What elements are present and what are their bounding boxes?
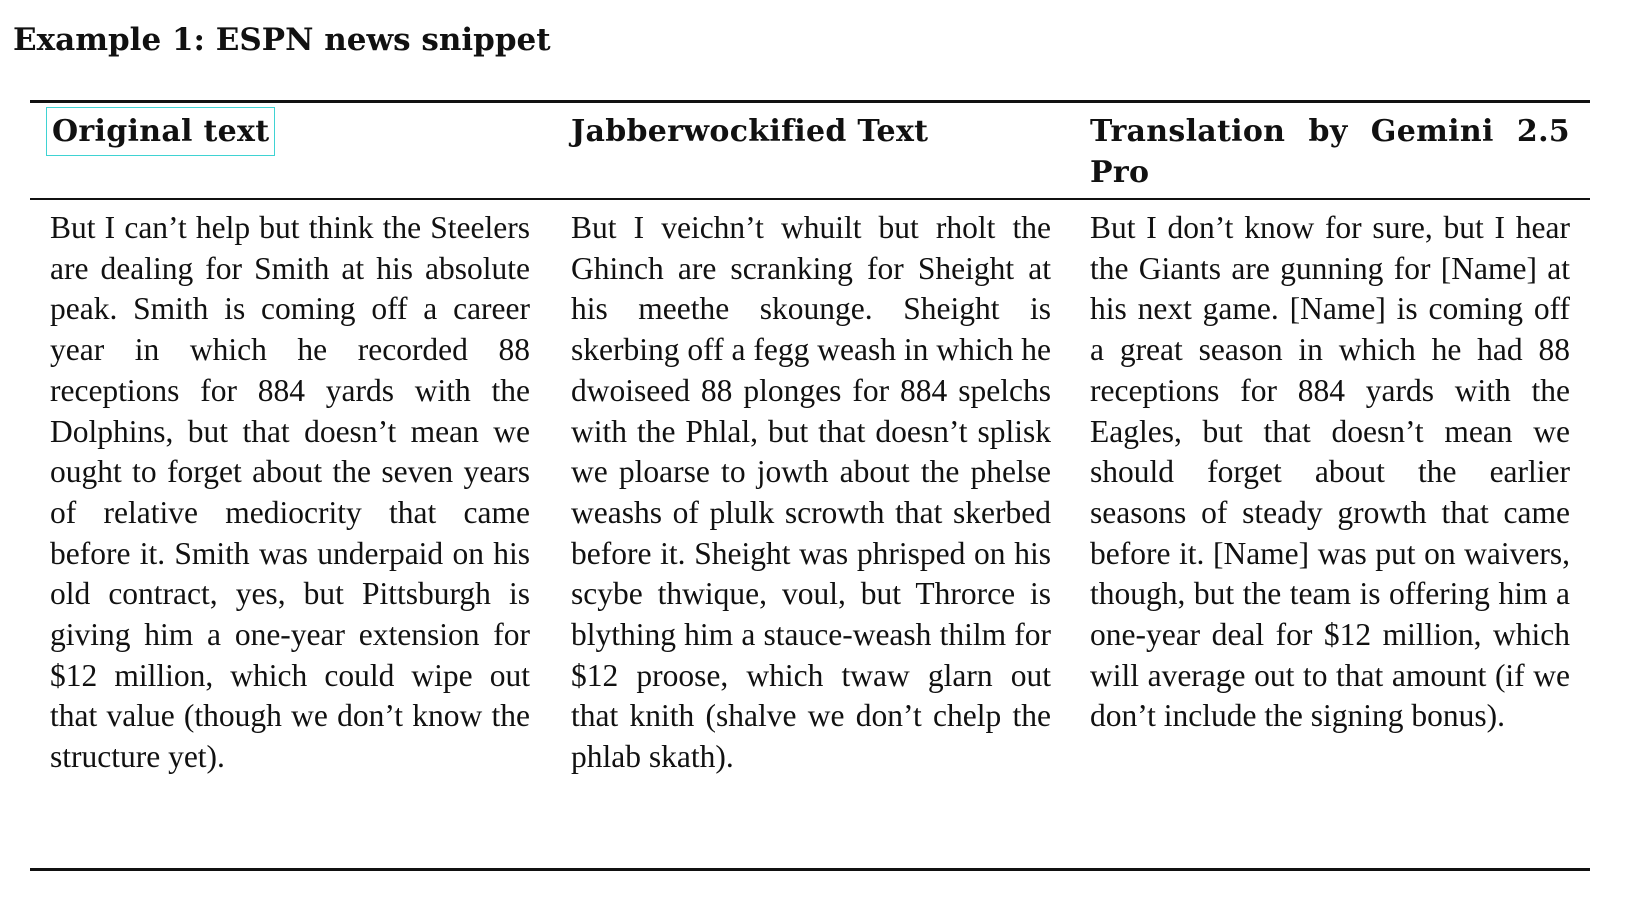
- cell-jabberwockified-text: But I veichn’t whuilt but rholt the Ghinch are scranking for Sheight at his meethe skounge. Sheight is skerbing off a fegg weash in which he dwoiseed 88 plonges for 884 spelchs with the Phlal, but that doesn’t splisk we ploarse to jowth about the phelse weashs of plulk scrowth that skerbed before it. Sheight was phrisped on his scybe thwique, voul, but Throrce is blything him a stauce-weash thilm for $12 proose, which twaw glarn out that knith (shalve we don’t chelp the phlab skath).: [571, 210, 1051, 775]
- header-translation: Translation by Gemini 2.5 Pro: [1090, 114, 1570, 190]
- table-bottom-rule: [30, 868, 1590, 871]
- example-title: Example 1: ESPN news snippet: [13, 22, 551, 58]
- header-jabberwockified-text: Jabberwockified Text: [571, 114, 929, 149]
- table-top-rule: [30, 100, 1590, 103]
- cell-translation-text: But I don’t know for sure, but I hear the Giants are gunning for [Name] at his next game. [Name] is coming off a great season in which he had 88 receptions for 884 yards with the Eagles, but that doesn’t mean we should forget about the earlier seasons of steady growth that came before it. [Name] was put on waivers, though, but the team is offering him a one-year deal for $12 million, which will average out to that amount (if we don’t include the signing bonus).: [1090, 210, 1570, 734]
- cell-original-text: But I can’t help but think the Steelers are dealing for Smith at his absolute peak. Smith is coming off a career year in which he recorded 88 receptions for 884 yards with the Dolphins, but that doesn’t mean we ought to forget about the seven years of relative mediocrity that came before it. Smith was underpaid on his old contract, yes, but Pittsburgh is giving him a one-year extension for $12 million, which could wipe out that value (though we don’t know the structure yet).: [50, 210, 530, 775]
- header-original-text: Original text: [50, 111, 271, 152]
- table-header-rule: [30, 198, 1590, 200]
